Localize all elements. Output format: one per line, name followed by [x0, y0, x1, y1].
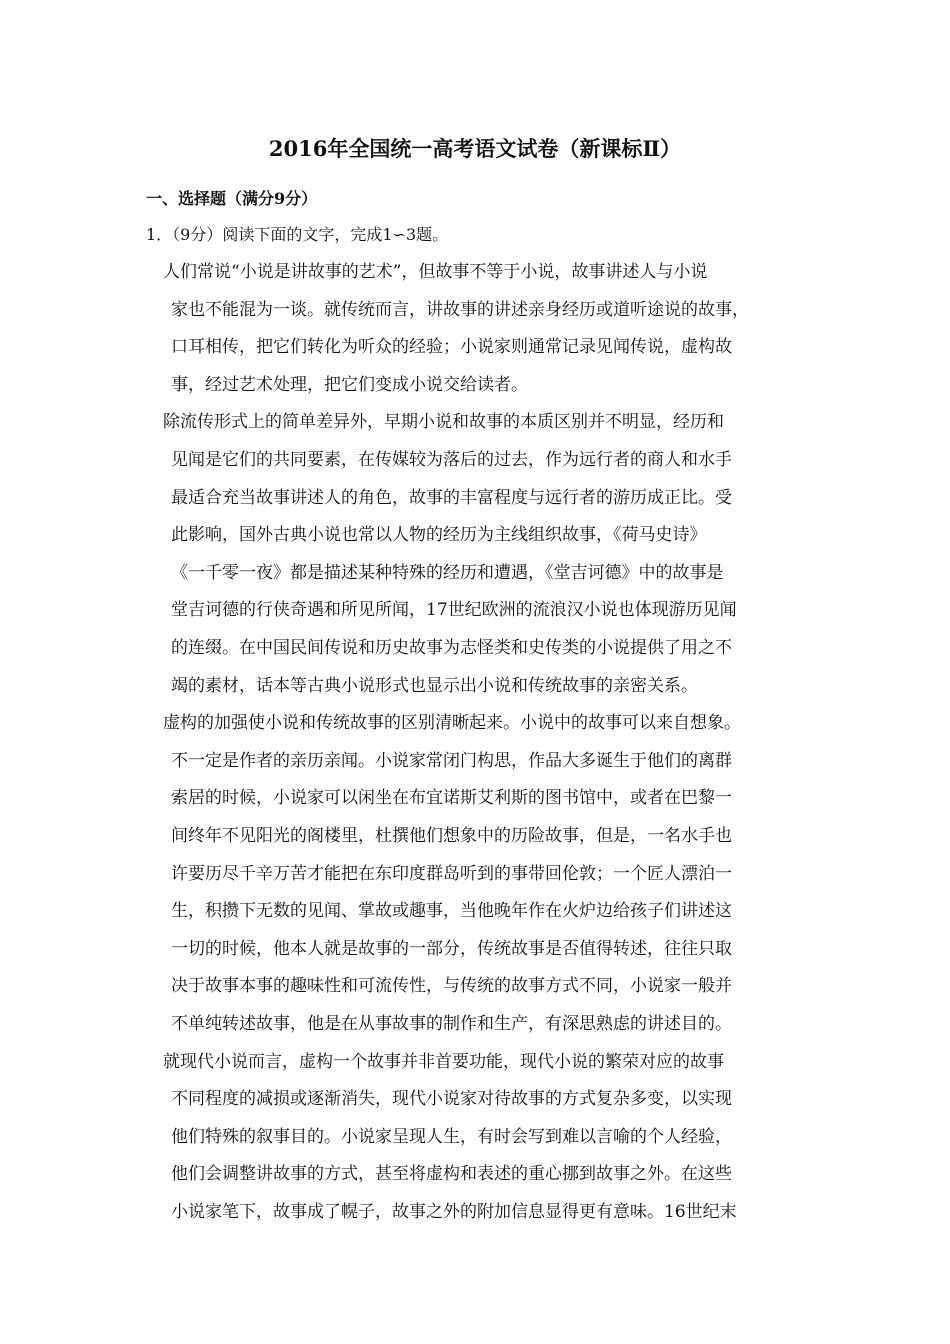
passage-line: 人们常说“小说是讲故事的艺术”，但故事不等于小说，故事讲述人与小说	[163, 262, 708, 282]
passage-line: 索居的时候，小说家可以闲坐在布宜诺斯艾利斯的图书馆中，或者在巴黎一	[171, 788, 732, 809]
passage-line: 堂吉诃德的行侠奇遇和所见所闻，17世纪欧洲的流浪汉小说也体现游历见闻	[171, 600, 737, 621]
passage-line: 就现代小说而言，虚构一个故事并非首要功能，现代小说的繁荣对应的故事	[163, 1051, 724, 1072]
passage-line: 他们特殊的叙事目的。小说家呈现人生，有时会写到难以言喻的个人经验，	[171, 1126, 732, 1147]
question-prompt: 1．（9分）阅读下面的文字，完成1∽3题。	[146, 225, 449, 244]
section-heading: 一、选择题（满分9分）	[146, 189, 318, 208]
passage-line: 事，经过艺术处理，把它们变成小说交给读者。	[171, 374, 528, 395]
passage-line: 不同程度的减损或逐渐消失，现代小说家对待故事的方式复杂多变，以实现	[171, 1089, 732, 1110]
passage-line: 虚构的加强使小说和传统故事的区别清晰起来。小说中的故事可以来自想象。	[163, 713, 741, 734]
passage-line: 一切的时候，他本人就是故事的一部分，传统故事是否值得转述，往往只取	[171, 938, 732, 959]
passage-line: 家也不能混为一谈。就传统而言，讲故事的讲述亲身经历或道听途说的故事，	[171, 299, 749, 320]
passage-line: 他们会调整讲故事的方式，甚至将虚构和表述的重心挪到故事之外。在这些	[171, 1164, 732, 1185]
passage-line: 许要历尽千辛万苦才能把在东印度群岛听到的事带回伦敦；一个匠人漂泊一	[171, 863, 732, 884]
page-title: 2016年全国统一高考语文试卷（新课标Ⅱ）	[268, 136, 682, 161]
passage-line: 小说家笔下，故事成了幌子，故事之外的附加信息显得更有意味。16世纪末	[171, 1202, 737, 1222]
passage-line: 间终年不见阳光的阁楼里，杜撰他们想象中的历险故事，但是，一名水手也	[171, 826, 732, 846]
passage-line: 生，积攒下无数的见闻、掌故或趣事，当他晚年作在火炉边给孩子们讲述这	[171, 901, 732, 922]
passage-line: 最适合充当故事讲述人的角色，故事的丰富程度与远行者的游历成正比。受	[171, 487, 732, 508]
passage-line: 不一定是作者的亲历亲闻。小说家常闭门构思，作品大多诞生于他们的离群	[171, 750, 732, 771]
passage-line: 此影响，国外古典小说也常以人物的经历为主线组织故事，《荷马史诗》	[171, 525, 707, 546]
passage-line: 决于故事本事的趣味性和可流传性，与传统的故事方式不同，小说家一般并	[171, 976, 732, 997]
passage-line: 见闻是它们的共同要素，在传媒较为落后的过去，作为远行者的商人和水手	[171, 450, 732, 470]
passage-line: 口耳相传，把它们转化为听众的经验；小说家则通常记录见闻传说，虚构故	[171, 337, 732, 358]
passage-line: 的连缀。在中国民间传说和历史故事为志怪类和史传类的小说提供了用之不	[171, 638, 732, 658]
passage-line: 不单纯转述故事，他是在从事故事的制作和生产，有深思熟虑的讲述目的。	[171, 1014, 732, 1034]
passage-line: 除流传形式上的简单差异外，早期小说和故事的本质区别并不明显，经历和	[163, 412, 724, 433]
passage-line: 《一千零一夜》都是描述某种特殊的经历和遭遇，《堂吉诃德》中的故事是	[171, 562, 724, 583]
passage-line: 竭的素材，话本等古典小说形式也显示出小说和传统故事的亲密关系。	[171, 675, 698, 696]
